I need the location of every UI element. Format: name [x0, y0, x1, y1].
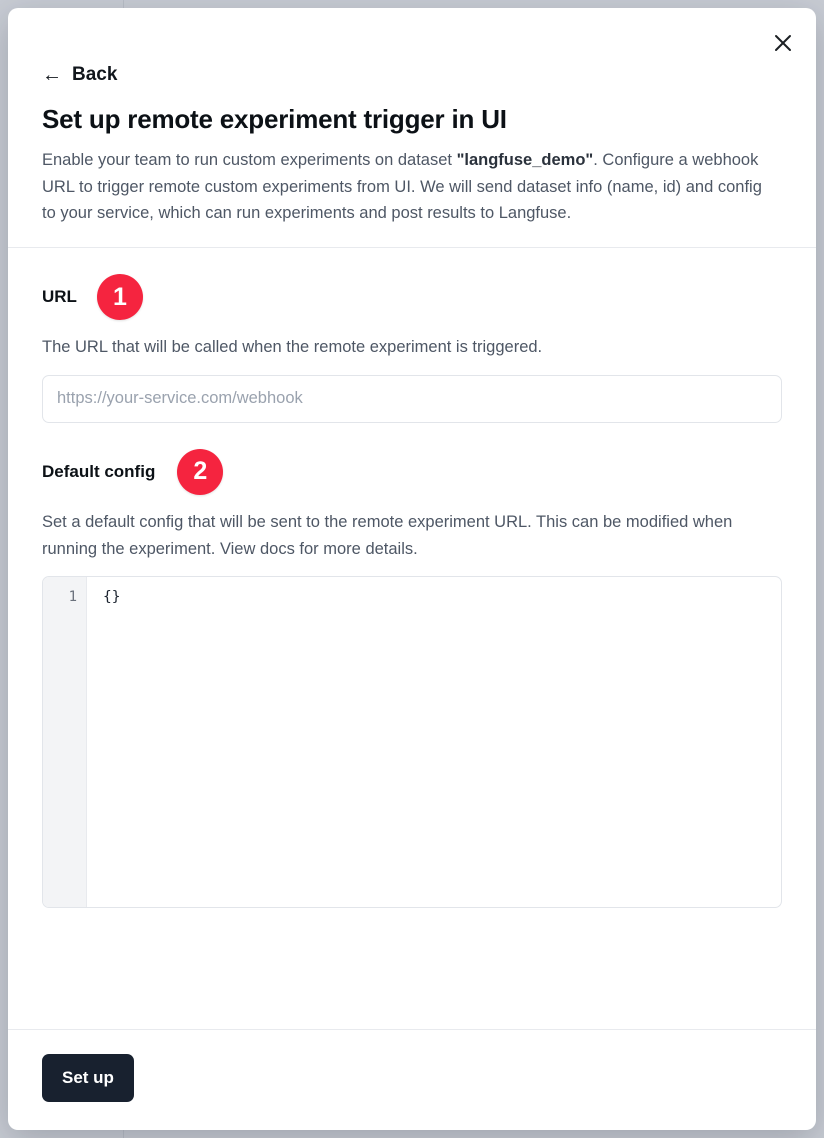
url-input[interactable]: [42, 375, 782, 423]
dialog-body: [8, 248, 816, 1029]
line-number: 1: [68, 589, 77, 606]
url-field-label: URL: [42, 287, 77, 307]
step-marker-2: 2: [177, 449, 223, 495]
dialog-description-part1: Enable your team to run custom experiments on dataset: [42, 151, 457, 169]
config-code-area[interactable]: {}: [103, 589, 121, 606]
back-button-label: Back: [72, 64, 118, 85]
dialog-footer: [8, 1029, 816, 1130]
config-field-help: Set a default config that will be sent to the remote experiment URL. This can be modified when running the experiment. View docs for more details.: [42, 512, 733, 558]
arrow-left-icon: ←: [42, 64, 62, 86]
close-icon[interactable]: [768, 28, 798, 58]
page-title: Set up remote experiment trigger in UI: [42, 104, 507, 134]
config-label-row: [42, 449, 782, 495]
url-field-help: The URL that will be called when the remote experiment is triggered.: [42, 338, 543, 357]
config-code-editor[interactable]: [42, 576, 782, 908]
dialog-description-part2: . Configure a webhook URL to trigger remote custom experiments from UI. We will send dataset info (name, id) and config to your service, which can run experiments and post results to Langfuse.: [42, 151, 762, 223]
remote-experiment-dialog: [8, 8, 816, 1130]
set-up-button[interactable]: Set up: [42, 1054, 134, 1102]
config-field-label: Default config: [42, 461, 156, 481]
editor-gutter: [43, 577, 87, 907]
back-button[interactable]: [42, 64, 117, 86]
url-label-row: [42, 274, 782, 320]
dataset-name: "langfuse_demo": [456, 151, 594, 169]
dialog-description: [42, 147, 762, 227]
step-marker-1: 1: [97, 274, 143, 320]
dialog-header: [8, 8, 816, 248]
